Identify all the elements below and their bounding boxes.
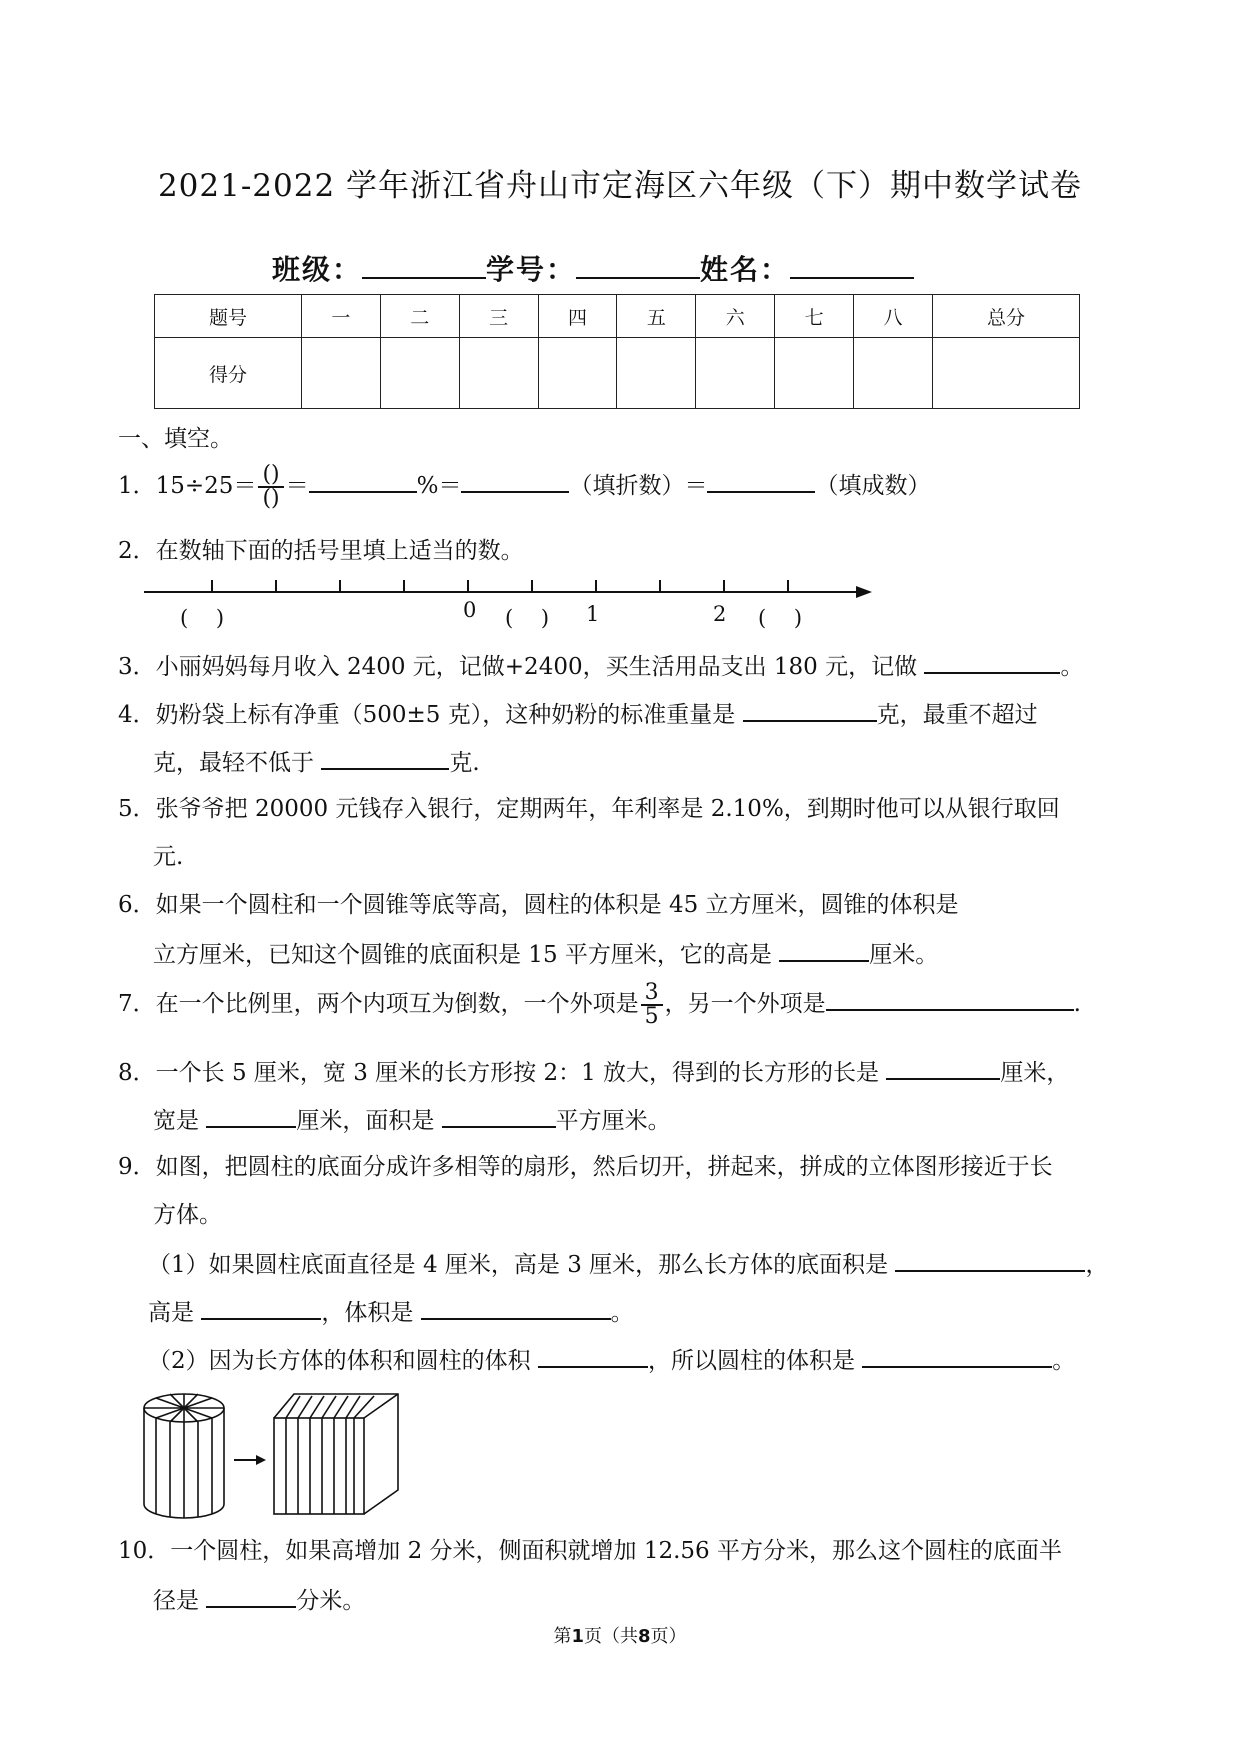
q9-blank-4[interactable] — [538, 1340, 648, 1368]
question-7 — [118, 982, 1081, 1028]
section-heading: 一、填空。 — [118, 426, 233, 452]
question-5: 5．张爷爷把 20000 元钱存入银行，定期两年，年利率是 2.10%，到期时他可以从银行取回 — [118, 796, 1060, 822]
q9-text-h: （2）因为长方体的体积和圆柱的体积 — [148, 1348, 538, 1374]
q1-fraction — [258, 464, 283, 510]
q1-text: 1．15÷25＝ — [118, 473, 257, 499]
q1-blank-2[interactable] — [461, 465, 569, 493]
page-title: 2021-2022 学年浙江省舟山市定海区六年级（下）期中数学试卷 — [157, 168, 1083, 204]
question-9: 9．如图，把圆柱的底面分成许多相等的扇形，然后切开，拼起来，拼成的立体图形接近于长 — [118, 1154, 1053, 1180]
q9-blank-5[interactable] — [862, 1340, 1052, 1368]
score-header-cell: 七 — [775, 295, 854, 338]
q7-fraction — [641, 982, 663, 1028]
numberline-label-0: 0 — [463, 598, 477, 622]
score-header-cell: 六 — [696, 295, 775, 338]
question-3 — [118, 646, 1083, 681]
q9-text-i: ，所以圆柱的体积是 — [647, 1348, 863, 1374]
number-line-ticks — [212, 580, 788, 592]
question-2: 2．在数轴下面的括号里填上适当的数。 — [118, 538, 524, 564]
question-6-cont — [153, 934, 938, 969]
q1-percent: %＝ — [416, 473, 462, 499]
score-header-cell: 三 — [459, 295, 538, 338]
q8-blank-2[interactable] — [206, 1100, 296, 1128]
q1-cheng-label: （填成数） — [815, 473, 931, 499]
q10-text-2: 径是 — [153, 1588, 207, 1614]
footer-text-b: 页（共 — [584, 1626, 638, 1647]
question-8 — [118, 1052, 1069, 1087]
question-10: 10．一个圆柱，如果高增加 2 分米，侧面积就增加 12.56 平方分米，那么这个圆柱的底面半 — [118, 1538, 1062, 1564]
numberline-blank-2[interactable]: ( ) — [505, 606, 550, 630]
name-blank[interactable] — [790, 251, 914, 279]
q9-text-g: 。 — [610, 1300, 634, 1326]
q7-text: 7．在一个比例里，两个内项互为倒数，一个外项是 — [118, 991, 639, 1017]
q4-text-2: 克，最重不超过 — [876, 702, 1038, 728]
id-blank[interactable] — [576, 251, 700, 279]
score-cell[interactable] — [538, 338, 617, 409]
q7-denominator: 5 — [644, 1004, 659, 1029]
q8-text-4: 厘米，面积是 — [296, 1108, 442, 1134]
q9-blank-3[interactable] — [421, 1292, 611, 1320]
q9-text-c: （1）如果圆柱底面直径是 4 厘米，高是 3 厘米，那么长方体的底面积是 — [148, 1252, 896, 1278]
score-cell[interactable] — [932, 338, 1079, 409]
q4-text-3: 克，最轻不低于 — [153, 750, 322, 776]
numberline-label-2: 2 — [713, 602, 727, 626]
q9-text-j: 。 — [1052, 1348, 1076, 1374]
cuboid-icon — [274, 1394, 398, 1514]
score-cell[interactable] — [301, 338, 380, 409]
q8-text-5: 平方厘米。 — [555, 1108, 671, 1134]
numberline-blank-3[interactable]: ( ) — [758, 606, 803, 630]
question-1 — [118, 464, 930, 510]
student-info — [272, 248, 914, 288]
q1-blank-1[interactable] — [309, 465, 417, 493]
score-cell[interactable] — [459, 338, 538, 409]
class-label: 班级： — [272, 253, 363, 286]
score-header-row — [155, 295, 1080, 338]
cylinder-to-cuboid-figure — [140, 1386, 420, 1526]
q1-equals: ＝ — [285, 473, 309, 499]
q10-blank[interactable] — [206, 1580, 296, 1608]
page-footer — [0, 1622, 1240, 1648]
score-cell[interactable] — [696, 338, 775, 409]
question-8-cont — [153, 1100, 671, 1135]
page-total: 8 — [638, 1626, 651, 1647]
score-cell[interactable] — [617, 338, 696, 409]
question-4 — [118, 694, 1038, 729]
q3-blank[interactable] — [924, 646, 1060, 674]
q4-blank-1[interactable] — [743, 694, 877, 722]
q3-end: 。 — [1060, 654, 1084, 680]
score-header-cell: 一 — [301, 295, 380, 338]
q9-text-f: ，体积是 — [321, 1300, 421, 1326]
score-header-cell: 二 — [380, 295, 459, 338]
q9-text-e: 高是 — [148, 1300, 202, 1326]
q4-blank-2[interactable] — [321, 742, 449, 770]
score-header-cell: 题号 — [155, 295, 302, 338]
q3-text: 3．小丽妈妈每月收入 2400 元，记做+2400，买生活用品支出 180 元，记做 — [118, 654, 925, 680]
q1-numerator[interactable]: () — [258, 464, 283, 488]
page-number: 1 — [571, 1626, 584, 1647]
numberline-blank-1[interactable]: ( ) — [180, 606, 225, 630]
class-blank[interactable] — [362, 251, 486, 279]
question-9-cont: 方体。 — [153, 1202, 222, 1228]
question-5-cont: 元. — [153, 844, 184, 870]
question-4-cont — [153, 742, 480, 777]
score-row-label: 得分 — [155, 338, 302, 409]
q8-text-2: 厘米， — [1000, 1060, 1070, 1086]
q7-numerator: 3 — [641, 982, 663, 1006]
q9-blank-2[interactable] — [201, 1292, 321, 1320]
q9-blank-1[interactable] — [895, 1244, 1085, 1272]
score-cell[interactable] — [854, 338, 933, 409]
score-header-cell: 四 — [538, 295, 617, 338]
score-cell[interactable] — [380, 338, 459, 409]
q7-text-2: ，另一个外项是 — [664, 991, 826, 1017]
arrow-right-icon — [234, 1455, 266, 1465]
cylinder-icon — [144, 1394, 224, 1518]
footer-text-a: 第 — [553, 1626, 572, 1647]
score-value-row — [155, 338, 1080, 409]
q8-text-3: 宽是 — [153, 1108, 207, 1134]
q1-zhe-label: （填折数）＝ — [569, 473, 708, 499]
q8-text: 8．一个长 5 厘米，宽 3 厘米的长方形按 2：1 放大，得到的长方形的长是 — [118, 1060, 887, 1086]
question-9-part-1 — [148, 1244, 1108, 1279]
question-9-part-2 — [148, 1340, 1075, 1375]
q7-end: . — [1073, 991, 1081, 1017]
q10-text-3: 分米。 — [296, 1588, 366, 1614]
name-label: 姓名： — [700, 253, 791, 286]
number-line-arrow — [856, 586, 872, 598]
score-header-cell: 五 — [617, 295, 696, 338]
q7-blank[interactable] — [826, 983, 1074, 1011]
question-6: 6．如果一个圆柱和一个圆锥等底等高，圆柱的体积是 45 立方厘米，圆锥的体积是 — [118, 892, 959, 918]
q1-denominator[interactable]: () — [262, 486, 280, 511]
question-10-cont — [153, 1580, 365, 1615]
question-9-part-1-cont — [148, 1292, 634, 1327]
id-label: 学号： — [486, 253, 577, 286]
q8-blank-1[interactable] — [886, 1052, 1000, 1080]
q4-text-4: 克. — [449, 750, 480, 776]
q4-text: 4．奶粉袋上标有净重（500±5 克），这种奶粉的标准重量是 — [118, 702, 743, 728]
score-cell[interactable] — [775, 338, 854, 409]
footer-text-c: 页） — [650, 1626, 687, 1647]
q1-blank-3[interactable] — [707, 465, 815, 493]
q6-text-2: 立方厘米，已知这个圆锥的底面积是 15 平方厘米，它的高是 — [153, 942, 780, 968]
q6-blank[interactable] — [779, 934, 869, 962]
score-header-cell: 八 — [854, 295, 933, 338]
score-header-cell: 总分 — [932, 295, 1079, 338]
score-table — [154, 294, 1080, 409]
numberline-label-1: 1 — [586, 602, 600, 626]
q6-text-3: 厘米。 — [869, 942, 939, 968]
q9-text-d: ， — [1085, 1252, 1109, 1278]
q8-blank-3[interactable] — [442, 1100, 556, 1128]
